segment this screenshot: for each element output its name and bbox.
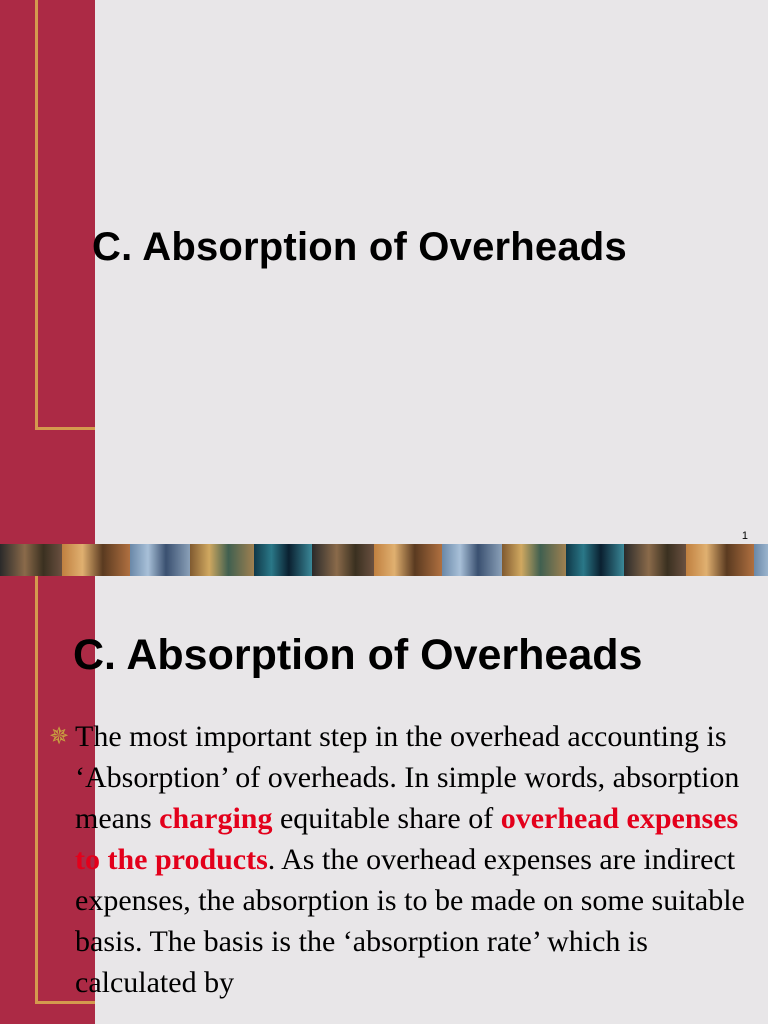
- paragraph-segment: equitable share of: [272, 802, 501, 835]
- sidebar-accent-line-horizontal: [35, 427, 95, 430]
- sidebar-accent-line: [35, 576, 38, 1004]
- business-photo-image: [624, 544, 686, 576]
- skyscraper-photo-image: [754, 544, 768, 576]
- slide-2-title: C. Absorption of Overheads: [73, 631, 643, 679]
- page-number: 1: [741, 530, 748, 542]
- slide-2: [0, 576, 768, 1024]
- paragraph-segment: The most important step in the overhead accounting is ‘Absorption’ of overheads. In simple words, absorption means: [75, 720, 740, 835]
- skyscraper-photo-image: [442, 544, 502, 576]
- paragraph-segment: . As the overhead expenses are indirect expenses, the absorption is to be made on some suitable basis. The basis is the ‘absorption rate’ which is calculated by: [75, 843, 745, 999]
- paragraph-emphasis: charging: [159, 802, 273, 835]
- trading-photo-image: [502, 544, 566, 576]
- office-photo-image: [62, 544, 130, 576]
- business-photo-image: [312, 544, 374, 576]
- slide-1-title: C. Absorption of Overheads: [92, 225, 627, 269]
- office-photo-image: [686, 544, 754, 576]
- body-paragraph: [75, 716, 755, 1003]
- starburst-bullet-icon: ✵: [49, 723, 70, 750]
- office-photo-image: [374, 544, 442, 576]
- paragraph-emphasis: overhead expenses to the products: [75, 802, 739, 876]
- trading-photo-image: [190, 544, 254, 576]
- keyboard-photo-image: [254, 544, 312, 576]
- sidebar-accent-line: [35, 0, 38, 430]
- skyscraper-photo-image: [130, 544, 190, 576]
- business-photo-image: [0, 544, 62, 576]
- keyboard-photo-image: [566, 544, 624, 576]
- photo-strip-divider: [0, 544, 768, 576]
- slide-sidebar: [0, 0, 95, 544]
